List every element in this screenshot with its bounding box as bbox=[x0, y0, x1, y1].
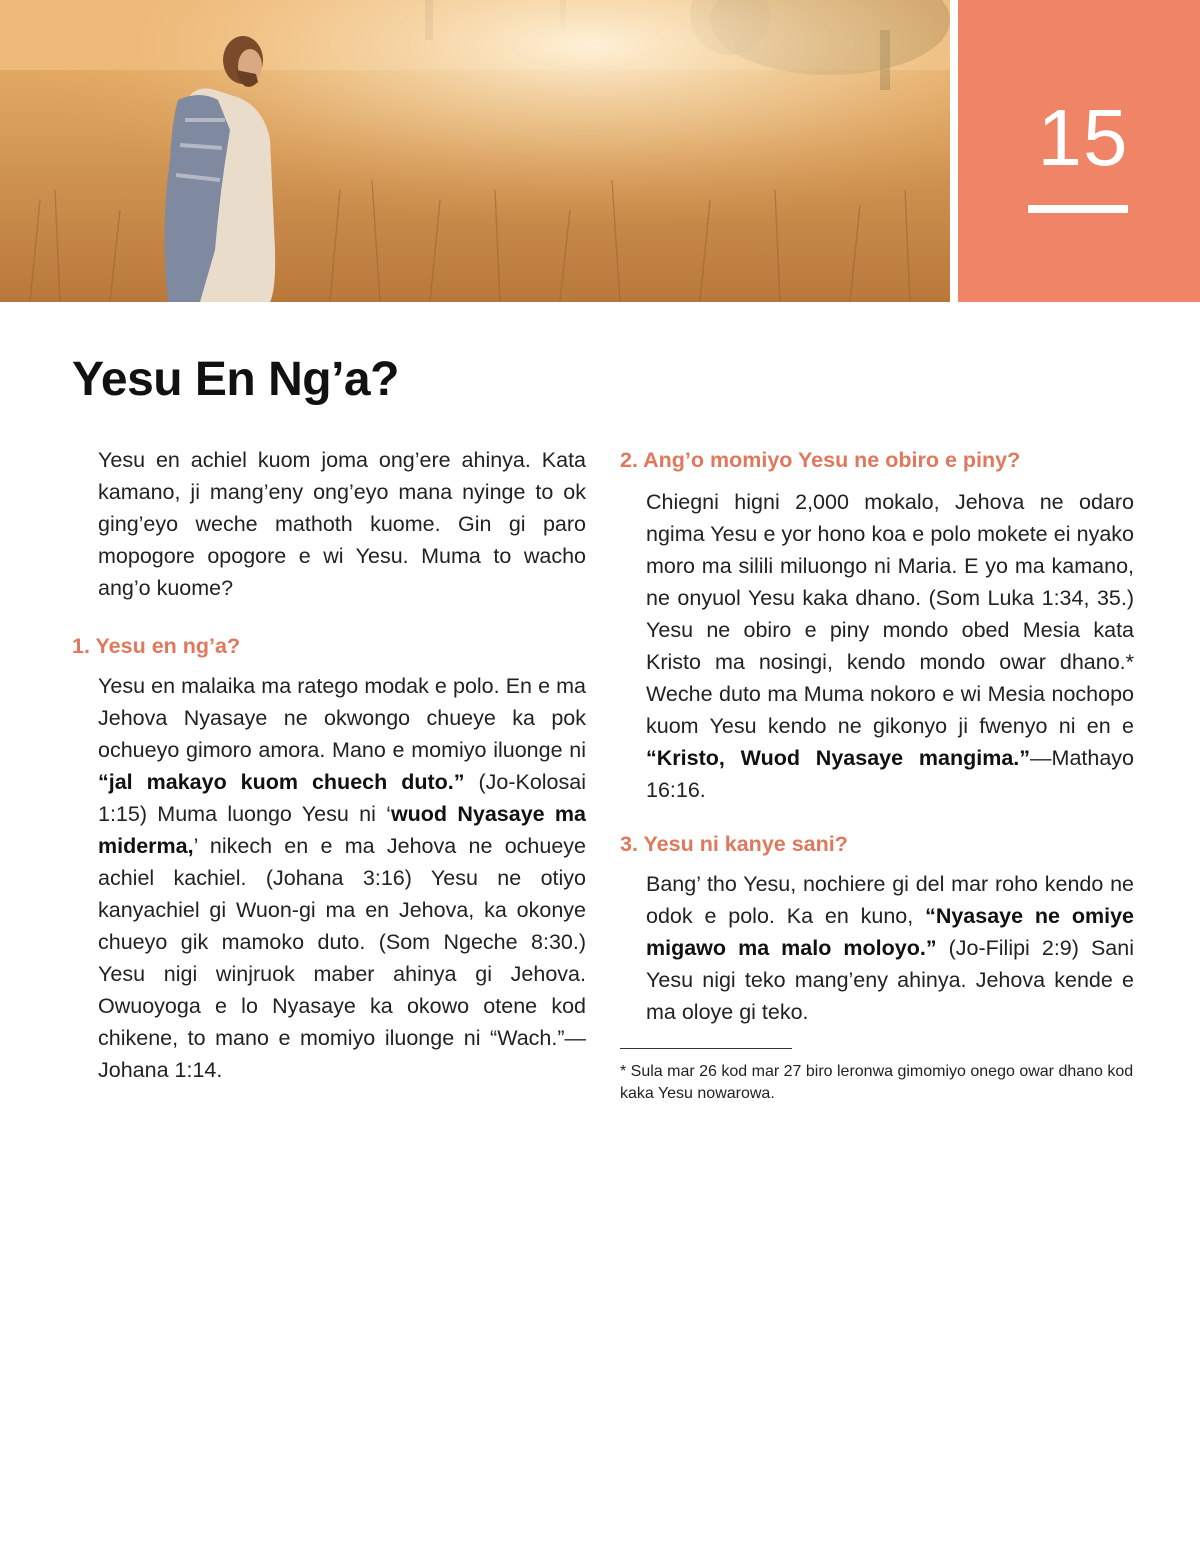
section-1-heading: 1. Yesu en ng’a? bbox=[72, 634, 241, 658]
section-2-heading: 2. Ang’o momiyo Yesu ne obiro e piny? bbox=[620, 448, 1021, 472]
footnote-divider bbox=[620, 1048, 792, 1049]
page-title: Yesu En Ng’a? bbox=[72, 353, 399, 406]
footnote: * Sula mar 26 kod mar 27 biro leronwa gimomiyo onego owar dhano kod kaka Yesu nowarowa. bbox=[620, 1063, 1134, 1102]
chapter-badge bbox=[958, 0, 1200, 302]
section-3-heading: 3. Yesu ni kanye sani? bbox=[620, 832, 848, 856]
left-column bbox=[72, 444, 586, 1086]
right-column bbox=[620, 444, 1134, 1105]
hero-image bbox=[0, 0, 950, 302]
intro-paragraph: Yesu en achiel kuom joma ong’ere ahinya. Kata kamano, ji mang’eny ong’eyo mana nyinge to ok ging’eyo weche mathoth kuome. Gin gi paro mopogore opogore e wi Yesu. Muma to wacho ang’o kuome? bbox=[98, 448, 586, 600]
section-2-body: Chiegni higni 2,000 mokalo, Jehova ne odaro ngima Yesu e yor hono koa e polo mokete ei nyako moro ma silili miluongo ni Maria. E yo ma kamano, ne onyuol Yesu kaka dhano. (Som Luka 1:34, 35.) Yesu ne obiro e piny mondo obed Mesia kata Kristo ma nosingi, kendo mondo owar dhano.* Weche duto ma Muma nokoro e wi Mesia nochopo kuom Yesu kendo ne gikonyo ji fwenyo ni en e “Kristo, Wuod Nyasaye mangima.”—Mathayo 16:16. bbox=[646, 490, 1134, 802]
section-1-body: Yesu en malaika ma ratego modak e polo. En e ma Jehova Nyasaye ne okwongo chueye ka pok ochueyo gimoro amora. Mano e momiyo iluonge ni “jal makayo kuom chuech duto.” (Jo-Kolosai 1:15) Muma luongo Yesu ni ‘wuod Nyasaye ma miderma,’ nikech en e ma Jehova ne ochueye achiel kachiel. (Johana 3:16) Yesu ne otiyo kanyachiel gi Wuon-gi ma en Jehova, ka okonye chueyo gik mamoko duto. (Som Ngeche 8:30.) Yesu nigi winjruok maber ahinya gi Jehova. Owuoyoga e lo Nyasaye ka okowo otene kod chikene, to mano e momiyo iluonge ni “Wach.”—Johana 1:14. bbox=[98, 674, 586, 1082]
chapter-number: 15 bbox=[1037, 93, 1129, 182]
section-3-body: Bang’ tho Yesu, nochiere gi del mar roho kendo ne odok e polo. Ka en kuno, “Nyasaye ne omiye migawo ma malo moloyo.” (Jo-Filipi 2:9) Sani Yesu nigi teko mang’eny ahinya. Jehova kende e ma oloye gi teko. bbox=[646, 872, 1134, 1024]
chapter-underline bbox=[1028, 205, 1128, 213]
